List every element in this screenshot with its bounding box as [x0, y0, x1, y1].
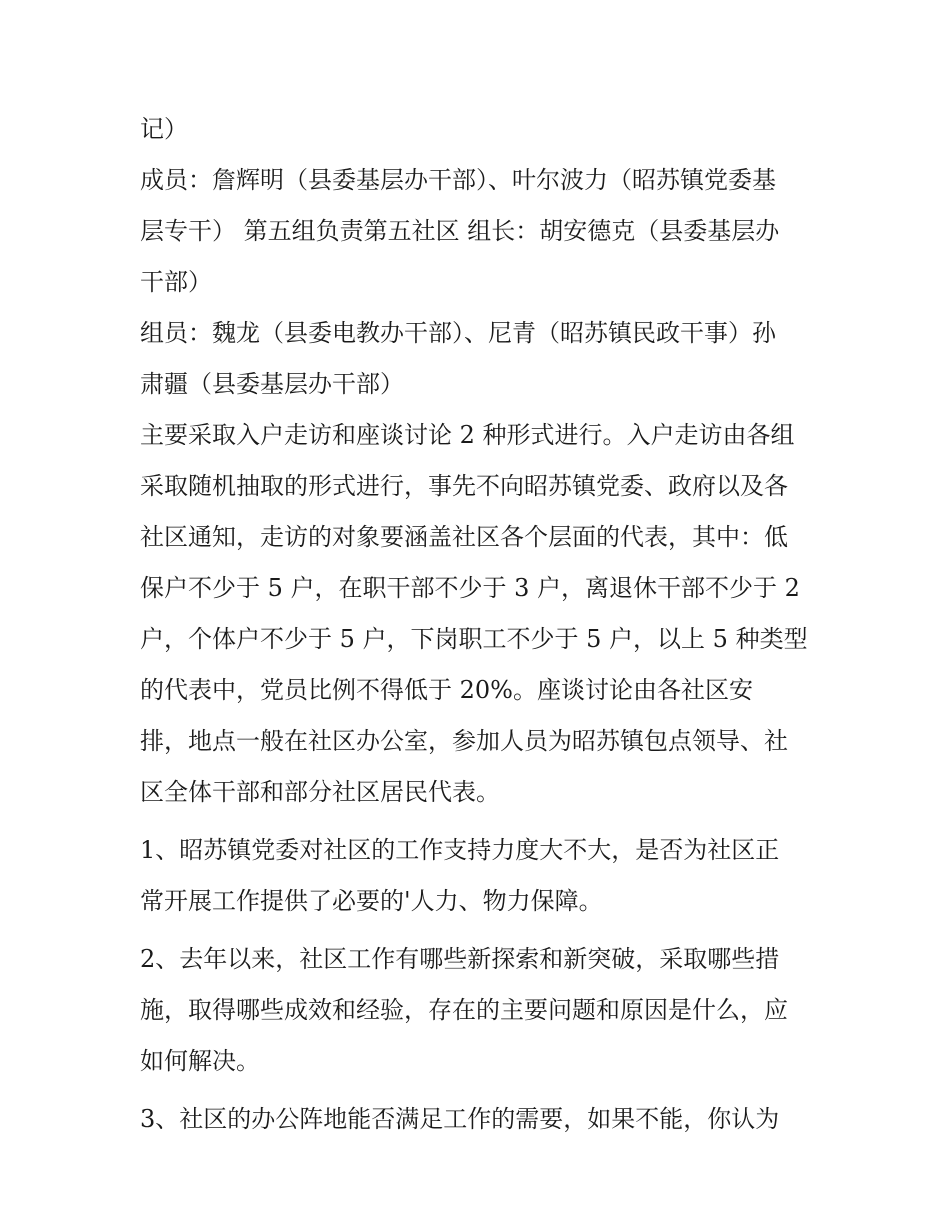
text-line: 主要采取入户走访和座谈讨论 2 种形式进行。入户走访由各组	[140, 421, 795, 449]
text-line: 肃疆（县委基层办干部）	[140, 370, 404, 398]
document-body	[140, 104, 820, 1145]
text-line: 户，个体户不少于 5 户，下岗职工不少于 5 户，以上 5 种类型	[140, 625, 808, 653]
text-line: 区全体干部和部分社区居民代表。	[140, 778, 500, 806]
text-line: 施，取得哪些成效和经验，存在的主要问题和原因是什么，应	[140, 996, 788, 1024]
text-line: 3、社区的办公阵地能否满足工作的需要，如果不能，你认为	[140, 1105, 780, 1133]
text-line: 干部）	[140, 268, 212, 296]
text-line: 的代表中，党员比例不得低于 20%。座谈讨论由各社区安	[140, 676, 753, 704]
text-line: 社区通知，走访的对象要涵盖社区各个层面的代表，其中：低	[140, 523, 788, 551]
text-line: 采取随机抽取的形式进行，事先不向昭苏镇党委、政府以及各	[140, 472, 788, 500]
text-line: 层专干） 第五组负责第五社区 组长：胡安德克（县委基层办	[140, 217, 780, 245]
text-line: 如何解决。	[140, 1047, 260, 1075]
text-line: 组员：魏龙（县委电教办干部）、尼青（昭苏镇民政干事）孙	[140, 319, 776, 347]
text-line: 排，地点一般在社区办公室，参加人员为昭苏镇包点领导、社	[140, 727, 788, 755]
text-line: 常开展工作提供了必要的'人力、物力保障。	[140, 887, 603, 915]
text-line: 1、昭苏镇党委对社区的工作支持力度大不大，是否为社区正	[140, 836, 780, 864]
text-line: 成员：詹辉明（县委基层办干部）、叶尔波力（昭苏镇党委基	[140, 166, 776, 194]
text-line: 保户不少于 5 户，在职干部不少于 3 户，离退休干部不少于 2	[140, 574, 800, 602]
text-line: 记）	[140, 115, 188, 143]
text-line: 2、去年以来，社区工作有哪些新探索和新突破，采取哪些措	[140, 945, 780, 973]
